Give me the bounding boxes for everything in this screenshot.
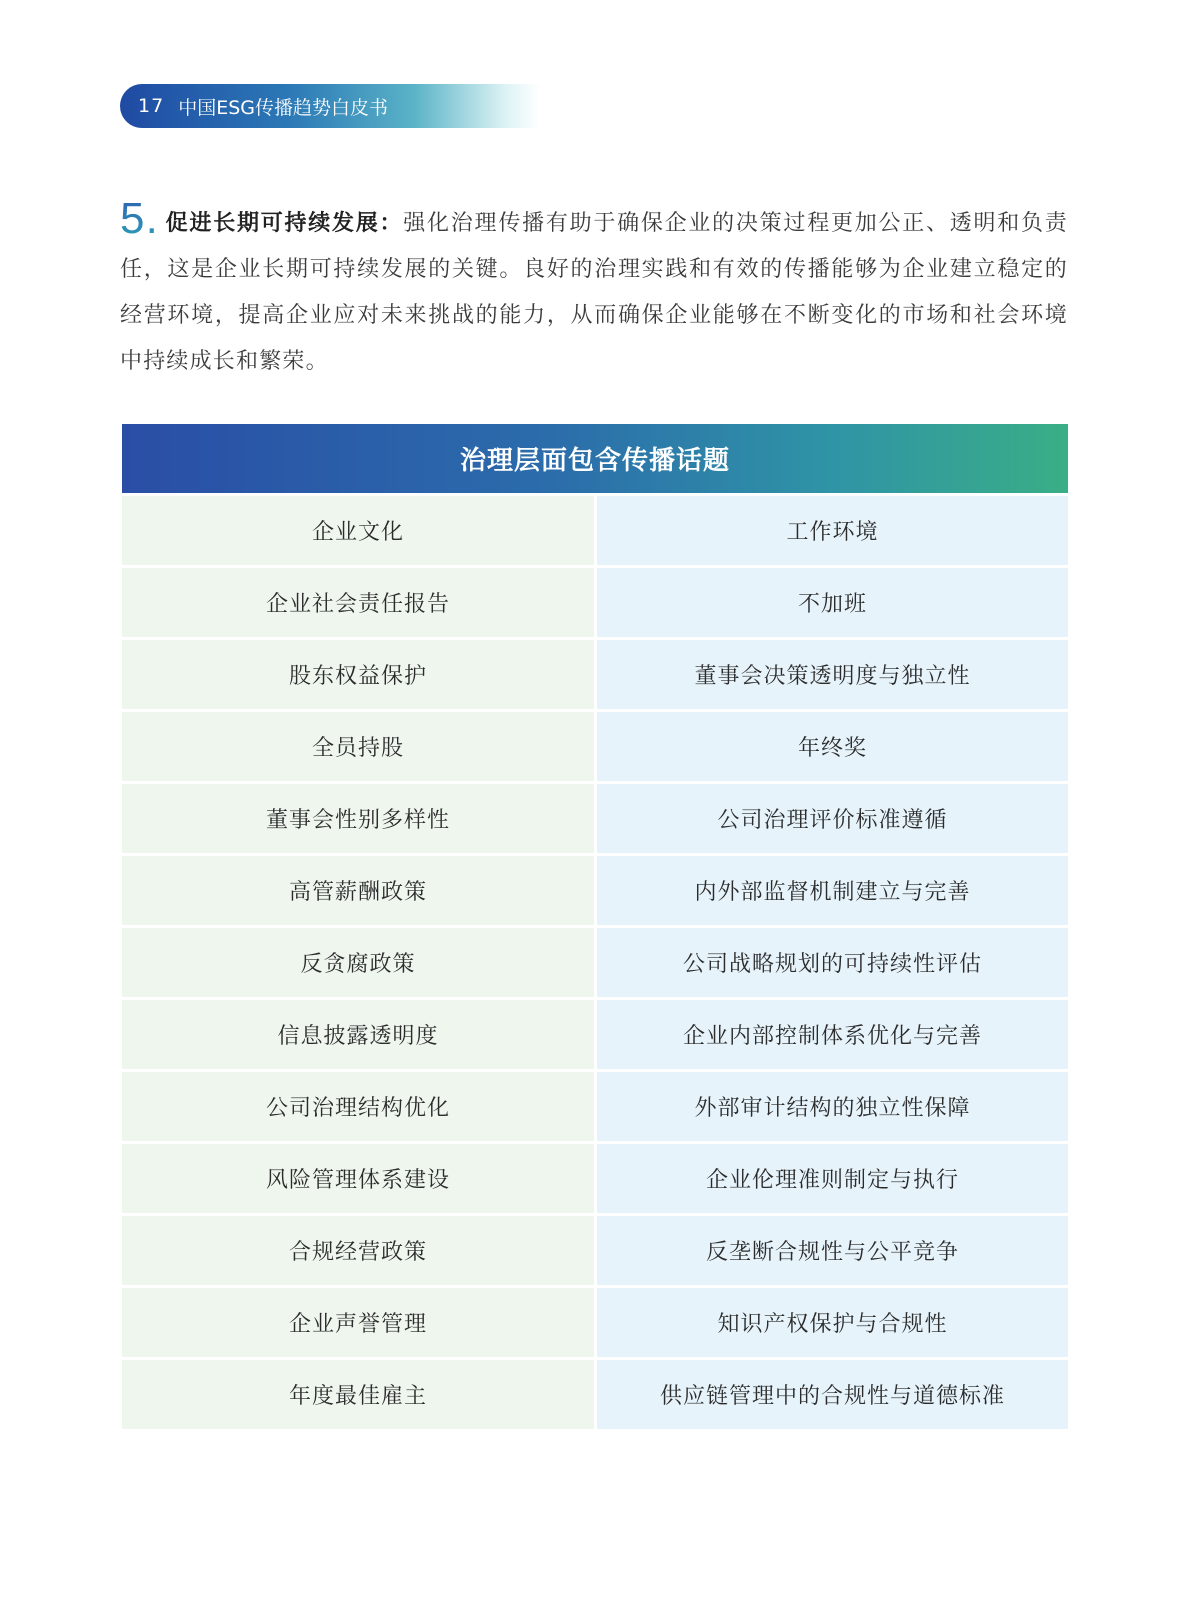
table-row — [122, 568, 1068, 637]
page-header — [120, 84, 540, 128]
table-cell-right: 年终奖 — [597, 712, 1068, 781]
table-cell-left: 高管薪酬政策 — [122, 856, 594, 925]
section-text: 强化治理传播有助于确保企业的决策过程更加公正、透明和负责任，这是企业长期可持续发展的关键。良好的治理实践和有效的传播能够为企业建立稳定的经营环境，提高企业应对未来挑战的能力，从而确保企业能够在不断变化的市场和社会环境中持续成长和繁荣。 — [120, 211, 1068, 374]
table-cell-right: 公司战略规划的可持续性评估 — [597, 928, 1068, 997]
table-cell-right: 反垄断合规性与公平竞争 — [597, 1216, 1068, 1285]
table-cell-left: 信息披露透明度 — [122, 1000, 594, 1069]
section-number: 5. — [120, 194, 160, 243]
table-row — [122, 1216, 1068, 1285]
table-cell-right: 供应链管理中的合规性与道德标准 — [597, 1360, 1068, 1429]
section-paragraph — [120, 196, 1068, 385]
table-body — [122, 496, 1068, 1429]
page-number: 17 — [138, 95, 165, 117]
table-cell-right: 知识产权保护与合规性 — [597, 1288, 1068, 1357]
table-cell-right: 外部审计结构的独立性保障 — [597, 1072, 1068, 1141]
table-cell-left: 企业声誉管理 — [122, 1288, 594, 1357]
table-row — [122, 856, 1068, 925]
table-row — [122, 1360, 1068, 1429]
table-row — [122, 928, 1068, 997]
table-cell-left: 年度最佳雇主 — [122, 1360, 594, 1429]
table-cell-left: 企业文化 — [122, 496, 594, 565]
table-row — [122, 640, 1068, 709]
table-cell-right: 董事会决策透明度与独立性 — [597, 640, 1068, 709]
table-cell-right: 企业伦理准则制定与执行 — [597, 1144, 1068, 1213]
table-cell-left: 股东权益保护 — [122, 640, 594, 709]
table-row — [122, 1072, 1068, 1141]
table-cell-left: 董事会性别多样性 — [122, 784, 594, 853]
table-cell-left: 公司治理结构优化 — [122, 1072, 594, 1141]
topics-table — [122, 424, 1068, 1429]
table-title: 治理层面包含传播话题 — [122, 424, 1068, 493]
table-cell-right: 内外部监督机制建立与完善 — [597, 856, 1068, 925]
table-cell-left: 风险管理体系建设 — [122, 1144, 594, 1213]
table-cell-left: 反贪腐政策 — [122, 928, 594, 997]
table-cell-left: 企业社会责任报告 — [122, 568, 594, 637]
table-row — [122, 712, 1068, 781]
section-lead: 促进长期可持续发展： — [165, 211, 404, 236]
table-cell-right: 企业内部控制体系优化与完善 — [597, 1000, 1068, 1069]
table-cell-left: 合规经营政策 — [122, 1216, 594, 1285]
document-title: 中国ESG传播趋势白皮书 — [178, 96, 388, 119]
table-cell-right: 工作环境 — [597, 496, 1068, 565]
table-cell-right: 公司治理评价标准遵循 — [597, 784, 1068, 853]
table-cell-right: 不加班 — [597, 568, 1068, 637]
table-row — [122, 496, 1068, 565]
table-cell-left: 全员持股 — [122, 712, 594, 781]
table-row — [122, 1000, 1068, 1069]
table-row — [122, 1144, 1068, 1213]
table-row — [122, 1288, 1068, 1357]
table-row — [122, 784, 1068, 853]
